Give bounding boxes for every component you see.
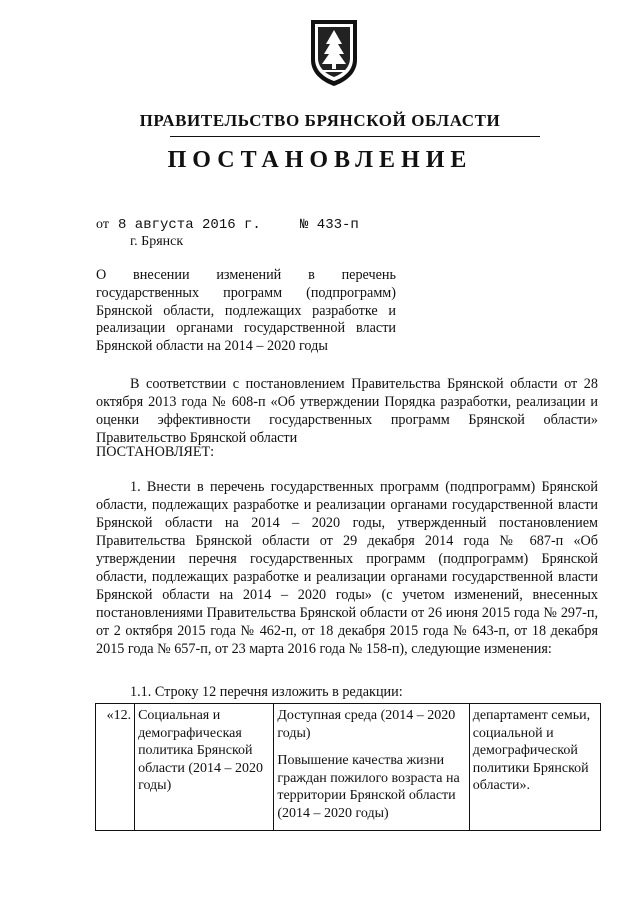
subprograms-cell [274, 704, 469, 831]
document-number: № 433-п [300, 217, 359, 233]
subitem-1-1: 1.1. Строку 12 перечня изложить в редакции: [130, 684, 403, 700]
program-table [95, 703, 601, 831]
date-prefix: от [96, 217, 109, 232]
row-number-cell: «12. [96, 704, 135, 831]
document-type-title: ПОСТАНОВЛЕНИЕ [167, 147, 473, 173]
subprogram-1: Доступная среда (2014 – 2020 годы) [277, 708, 456, 741]
document-date: 8 августа 2016 г. [118, 217, 261, 233]
header-divider [170, 136, 540, 137]
program-cell: Социальная и демографическая политика Брянской области (2014 – 2020 годы) [135, 704, 274, 831]
document-subject: О внесении изменений в перечень государственных программ (подпрограмм) Брянской области, подлежащих разработке и реализации органами государственной власти Брянской области на 2014 – 2020 годы [96, 267, 396, 355]
executor-cell: департамент семьи, социальной и демографической политики Брянской области». [469, 704, 600, 831]
table-row [96, 704, 601, 831]
item-1-paragraph: 1. Внести в перечень государственных программ (подпрограмм) Брянской области, подлежащих разработке и реализации органами государственной власти Брянской области на 2014 – 2020 годы, утвержденный постановлением Правительства Брянской области от 29 декабря 2014 года № 687-п «Об утверждении перечня государственных программ (подпрограмм) Брянской области, подлежащих разработке и реализации органами государственной власти Брянской области на 2014 – 2020 годы» (с учетом изменений, внесенных постановлениями Правительства Брянской области от 26 июня 2015 года № 297-п, от 2 октября 2015 года № 462-п, от 18 декабря 2015 года № 643-п, от 18 декабря 2015 года № 657-п, от 23 марта 2016 года № 158-п), следующие изменения: [96, 479, 598, 657]
preamble-paragraph: В соответствии с постановлением Правительства Брянской области от 28 октября 2013 года № 608-п «Об утверждении Порядка разработки, реализации и оценки эффективности государственных программ Брянской области» Правительство Брянской области [96, 376, 598, 446]
document-city: г. Брянск [130, 234, 184, 249]
subprogram-2: Повышение качества жизни граждан пожилого возраста на территории Брянской области (2014 – 2020 годы) [277, 753, 460, 821]
government-title: ПРАВИТЕЛЬСТВО БРЯНСКОЙ ОБЛАСТИ [139, 111, 501, 130]
decree-word: ПОСТАНОВЛЯЕТ: [96, 444, 215, 460]
coat-of-arms-emblem [305, 16, 363, 88]
